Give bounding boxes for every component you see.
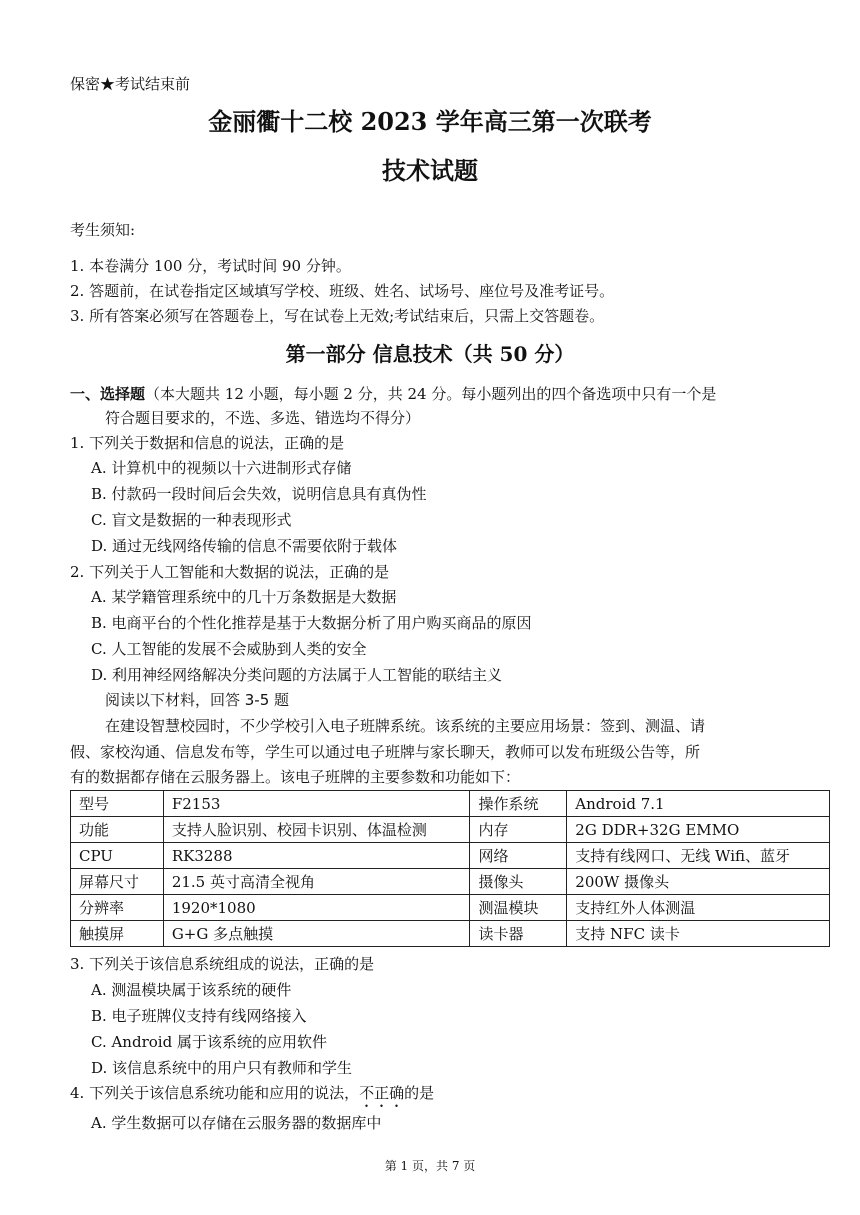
table-row	[71, 791, 830, 817]
q2-stem: 2. 下列关于人工智能和大数据的说法，正确的是	[70, 563, 390, 581]
spec-value: 支持 NFC 读卡	[567, 921, 830, 947]
q2-option-b: B. 电商平台的个性化推荐是基于大数据分析了用户购买商品的原因	[91, 614, 532, 632]
page-footer: 第 1 页，共 7 页	[384, 1159, 476, 1173]
q4-stem-post: 的是	[404, 1084, 435, 1102]
spec-label: 型号	[71, 791, 164, 817]
reading-intro: 阅读以下材料，回答 3-5 题	[105, 691, 290, 709]
table-row	[71, 843, 830, 869]
spec-value: 200W 摄像头	[567, 869, 830, 895]
exam-subtitle: 技术试题	[382, 156, 478, 185]
spec-label: 网络	[470, 843, 567, 869]
spec-label: 读卡器	[470, 921, 567, 947]
q2-option-c: C. 人工智能的发展不会威胁到人类的安全	[91, 640, 367, 658]
q2-option-a: A. 某学籍管理系统中的几十万条数据是大数据	[91, 588, 397, 606]
spec-value: 2G DDR+32G EMMO	[567, 817, 830, 843]
q1-stem: 1. 下列关于数据和信息的说法，正确的是	[70, 434, 345, 452]
table-row	[71, 817, 830, 843]
q2-option-d: D. 利用神经网络解决分类问题的方法属于人工智能的联结主义	[91, 666, 503, 684]
section-title: 第一部分 信息技术（共 50 分）	[285, 342, 575, 366]
spec-label: CPU	[71, 843, 164, 869]
specs-table	[70, 790, 830, 947]
confidential-mark: 保密★考试结束前	[70, 75, 191, 93]
table-row	[71, 895, 830, 921]
reading-paragraph: 有的数据都存储在云服务器上。该电子班牌的主要参数和功能如下：	[70, 768, 521, 786]
q4-option-a: A. 学生数据可以存储在云服务器的数据库中	[91, 1114, 382, 1132]
reading-paragraph: 假、家校沟通、信息发布等，学生可以通过电子班牌与家长聊天，教师可以发布班级公告等，所	[70, 743, 701, 761]
exam-title: 金丽衢十二校 2023 学年高三第一次联考	[208, 107, 652, 136]
q4-stem-pre: 4. 下列关于该信息系统功能和应用的说法，	[70, 1084, 360, 1102]
part1-label: 一、选择题	[70, 385, 146, 403]
spec-label: 分辨率	[71, 895, 164, 921]
q3-option-a: A. 测温模块属于该系统的硬件	[91, 981, 292, 999]
q1-option-a: A. 计算机中的视频以十六进制形式存储	[91, 459, 352, 477]
spec-value: F2153	[163, 791, 470, 817]
q3-option-b: B. 电子班牌仪支持有线网络接入	[91, 1007, 307, 1025]
spec-label: 触摸屏	[71, 921, 164, 947]
spec-value: G+G 多点触摸	[163, 921, 470, 947]
spec-value: 1920*1080	[163, 895, 470, 921]
q3-stem: 3. 下列关于该信息系统组成的说法，正确的是	[70, 955, 375, 973]
notice-item: 3. 所有答案必须写在答题卷上，写在试卷上无效;考试结束后，只需上交答题卷。	[70, 307, 605, 325]
spec-label: 功能	[71, 817, 164, 843]
spec-label: 测温模块	[470, 895, 567, 921]
table-row	[71, 921, 830, 947]
spec-value: 支持红外人体测温	[567, 895, 830, 921]
q4-stem-emphasis: 不正确	[359, 1084, 405, 1102]
spec-value: 21.5 英寸高清全视角	[163, 869, 470, 895]
notice-heading: 考生须知:	[70, 221, 136, 239]
q3-option-d: D. 该信息系统中的用户只有教师和学生	[91, 1059, 353, 1077]
part1-desc: （本大题共 12 小题，每小题 2 分，共 24 分。每小题列出的四个备选项中只有一个是	[145, 385, 717, 403]
q1-option-d: D. 通过无线网络传输的信息不需要依附于载体	[91, 537, 398, 555]
spec-value: RK3288	[163, 843, 470, 869]
spec-label: 内存	[470, 817, 567, 843]
table-row	[71, 869, 830, 895]
part1-heading	[70, 384, 716, 404]
notice-item: 2. 答题前，在试卷指定区域填写学校、班级、姓名、试场号、座位号及准考证号。	[70, 282, 615, 300]
spec-value: 支持有线网口、无线 Wifi、蓝牙	[567, 843, 830, 869]
spec-label: 屏幕尺寸	[71, 869, 164, 895]
q1-option-c: C. 盲文是数据的一种表现形式	[91, 511, 292, 529]
part1-desc-cont: 符合题目要求的，不选、多选、错选均不得分）	[105, 409, 421, 427]
spec-label: 摄像头	[470, 869, 567, 895]
spec-value: 支持人脸识别、校园卡识别、体温检测	[163, 817, 470, 843]
q1-option-b: B. 付款码一段时间后会失效，说明信息具有真伪性	[91, 485, 427, 503]
spec-value: Android 7.1	[567, 791, 830, 817]
q4-stem	[70, 1083, 434, 1111]
spec-label: 操作系统	[470, 791, 567, 817]
reading-paragraph: 在建设智慧校园时，不少学校引入电子班牌系统。该系统的主要应用场景：签到、测温、请	[105, 717, 706, 735]
notice-item: 1. 本卷满分 100 分，考试时间 90 分钟。	[70, 257, 351, 275]
q3-option-c: C. Android 属于该系统的应用软件	[91, 1033, 327, 1051]
